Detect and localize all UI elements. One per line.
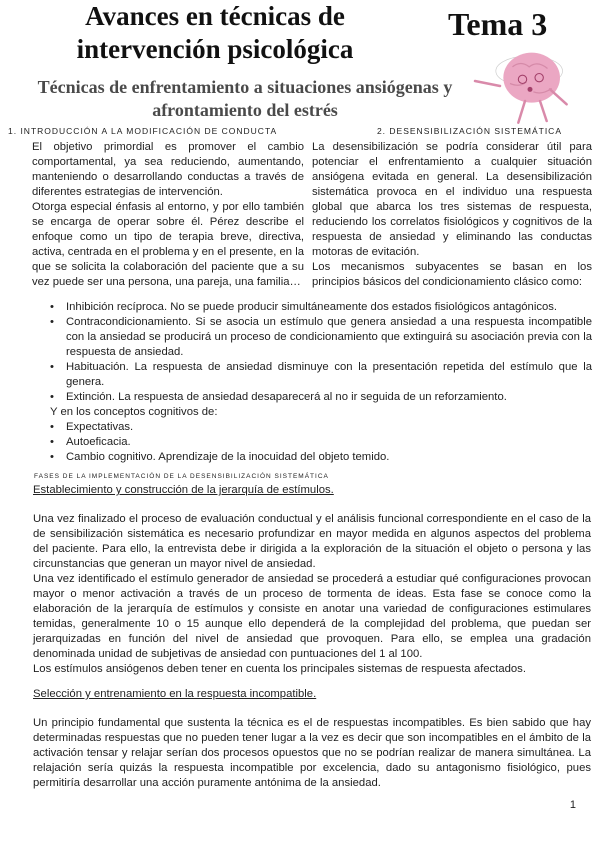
title-line-1: Avances en técnicas de	[85, 1, 345, 31]
cognitive-intro: Y en los conceptos cognitivos de:	[50, 406, 218, 418]
page-number: 1	[569, 799, 576, 811]
paragraph: Una vez identificado el estímulo generador de ansiedad se procederá a estudiar qué configuraciones provocan mayor o menor activación a través de un proceso de tormenta de ideas. Esta fase se conoce como la elaboración de la jerarquía de estímulos y consiste en anotar una variedad de configuraciones estimulares temidas, generalmente 10 o 15 aunque ello dependerá de la complejidad del problema, que puedan ser jerarquizadas en función del nivel de ansiedad que provoquen. Para ello, se emplea una gradación denominada unidad de subjetivas de ansiedad con puntuaciones del 1 al 100.	[33, 573, 591, 660]
section-2-paragraph: La desensibilización se podría considerar útil para potenciar el enfrentamiento a cualquier situación ansiógena evitada en general. La desensibilización sistemática provoca en el individuo una respuesta global que abarca los tres sistemas de respuesta, reduciendo los correlatos fisiológicos y cognitivos de la respuesta de ansiedad y eliminando las conductas motoras de evitación.	[312, 141, 592, 258]
title-line-2: intervención psicológica	[76, 34, 354, 64]
list-item: • Expectativas.	[50, 420, 592, 435]
list-item: • Cambio cognitivo. Aprendizaje de la inocuidad del objeto temido.	[50, 450, 592, 465]
two-columns	[0, 138, 600, 290]
paragraph: Una vez finalizado el proceso de evaluación conductual y el análisis funcional correspondiente en el caso de la de sensibilización sistemática es necesario profundizar en mayor medida en algunos aspectos del problema del paciente. Para ello, la entrevista debe ir dirigida a la exploración de la situación el objeto o persona y las circunstancias que generan un mayor nivel de ansiedad.	[33, 513, 591, 570]
list-item: • Habituación. La respuesta de ansiedad disminuye con la presentación repetida del estímulo que la genera.	[50, 360, 592, 390]
cognitive-list	[50, 420, 592, 465]
mechanisms-list	[50, 300, 592, 405]
list-item: • Inhibición recíproca. No se puede producir simultáneamente dos estados fisiológicos antagónicos.	[50, 300, 592, 315]
phase-2-body	[33, 716, 591, 791]
section-1-heading: 1. INTRODUCCIÓN A LA MODIFICACIÓN DE CONDUCTA	[8, 126, 278, 136]
list-item: • Extinción. La respuesta de ansiedad desaparecerá al no ir seguida de un reforzamiento.	[50, 390, 592, 405]
section-1-paragraph: El objetivo primordial es promover el cambio comportamental, ya sea reduciendo, aumentando, manteniendo o desarrollando conductas a través de diferentes estrategias de intervención.	[32, 141, 304, 198]
document-body	[0, 126, 600, 811]
section-headings	[0, 126, 600, 136]
tema-label: Tema 3	[448, 6, 548, 42]
list-item: • Autoeficacia.	[50, 435, 592, 450]
list-item: • Contracondicionamiento. Si se asocia un estímulo que genera ansiedad a una respuesta incompatible con la ansiedad se producirá un proceso de condicionamiento que extinguirá su asociación previa con la respuesta de ansiedad.	[50, 315, 592, 360]
section-2-heading: 2. DESENSIBILIZACIÓN SISTEMÁTICA	[376, 126, 562, 136]
subtitle-line-1: Técnicas de enfrentamiento a situaciones ansiógenas y	[37, 77, 453, 97]
section-2-paragraph: Los mecanismos subyacentes se basan en los principios básicos del condicionamiento clásico como:	[312, 261, 592, 288]
phases-heading: FASES DE LA IMPLEMENTACIÓN DE LA DESENSIBILIZACIÓN SISTEMÁTICA	[34, 473, 329, 480]
phase-1-body	[33, 512, 591, 677]
phase-2-heading: Selección y entrenamiento en la respuesta incompatible.	[33, 688, 317, 700]
section-2-body	[312, 140, 592, 290]
section-1-body	[32, 140, 304, 290]
paragraph: Un principio fundamental que sustenta la técnica es el de respuestas incompatibles. Es bien sabido que hay determinadas respuestas que no pueden tener lugar a la vez es decir que son incompatibles en el ámbito de la activación tensar y relajar serían dos procesos opuestos que no se podrían realizar de manera simultánea. La relajación sería quizás la respuesta incompatible por excelencia, dado su antagonismo fisiológico, pues permitiría desarrollar una acción puramente antónima de la ansiedad.	[33, 717, 591, 789]
paragraph: Los estímulos ansiógenos deben tener en cuenta los principales sistemas de respuesta afectados.	[33, 663, 526, 675]
section-1-paragraph: Otorga especial énfasis al entorno, y por ello también se encarga de operar sobre él. Pérez describe el enfoque como un tipo de terapia breve, directiva, activa, centrada en el problema y en el presente, en la que se solicita la colaboración del paciente que a su vez puede ser una persona, una pareja, una familia…	[32, 201, 304, 288]
subtitle-line-2: afrontamiento del estrés	[152, 100, 338, 120]
phase-1-heading: Establecimiento y construcción de la jerarquía de estímulos.	[33, 484, 334, 496]
